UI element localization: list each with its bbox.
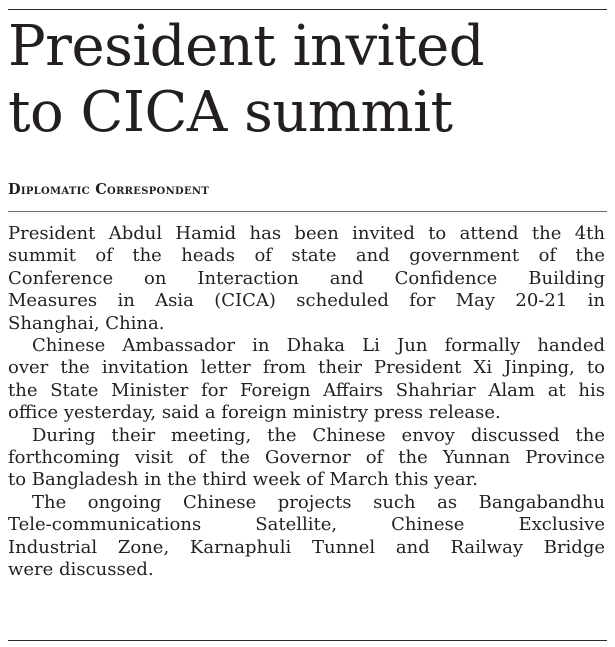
paragraph-line: President Abdul Hamid has been invited to attend the 4th — [8, 223, 605, 244]
paragraph-line: the State Minister for Foreign Affairs Shahriar Alam at his — [8, 379, 605, 401]
headline-line-2: to CICA summit — [8, 80, 453, 145]
headline-line-1: President invited — [8, 14, 485, 79]
paragraph-line: Conference on Interaction and Confidence Building — [8, 267, 605, 289]
paragraph-line: Industrial Zone, Karnaphuli Tunnel and Railway Bridge — [8, 536, 605, 558]
byline-rule — [8, 211, 607, 212]
paragraph-line: Shanghai, China. — [8, 312, 165, 334]
paragraph-line: were discussed. — [8, 559, 154, 581]
paragraph-line: summit of the heads of state and government of the — [8, 245, 605, 267]
paragraph-line: over the invitation letter from their President Xi Jinping, to — [8, 357, 605, 379]
paragraph-1 — [8, 223, 605, 335]
byline: Diplomatic Correspondent — [8, 181, 210, 198]
paragraph-4 — [8, 492, 605, 582]
paragraph-line: forthcoming visit of the Governor of the Yunnan Province — [8, 447, 605, 469]
paragraph-line: Measures in Asia (CICA) scheduled for May 20-21 in — [8, 290, 605, 312]
paragraph-line: The ongoing Chinese projects such as Bangabandhu — [32, 491, 605, 513]
paragraph-line: office yesterday, said a foreign ministry press release. — [8, 402, 501, 424]
top-rule — [8, 9, 607, 10]
paragraph-2 — [8, 335, 605, 425]
article-body — [8, 223, 605, 582]
headline — [8, 14, 608, 146]
paragraph-line: Chinese Ambassador in Dhaka Li Jun formally handed — [32, 335, 605, 357]
paragraph-line: During their meeting, the Chinese envoy discussed the — [32, 424, 605, 446]
bottom-rule — [8, 640, 607, 641]
paragraph-3 — [8, 425, 605, 492]
paragraph-line: to Bangladesh in the third week of March this year. — [8, 469, 478, 491]
paragraph-line: Tele-communications Satellite, Chinese Exclusive — [8, 514, 605, 536]
